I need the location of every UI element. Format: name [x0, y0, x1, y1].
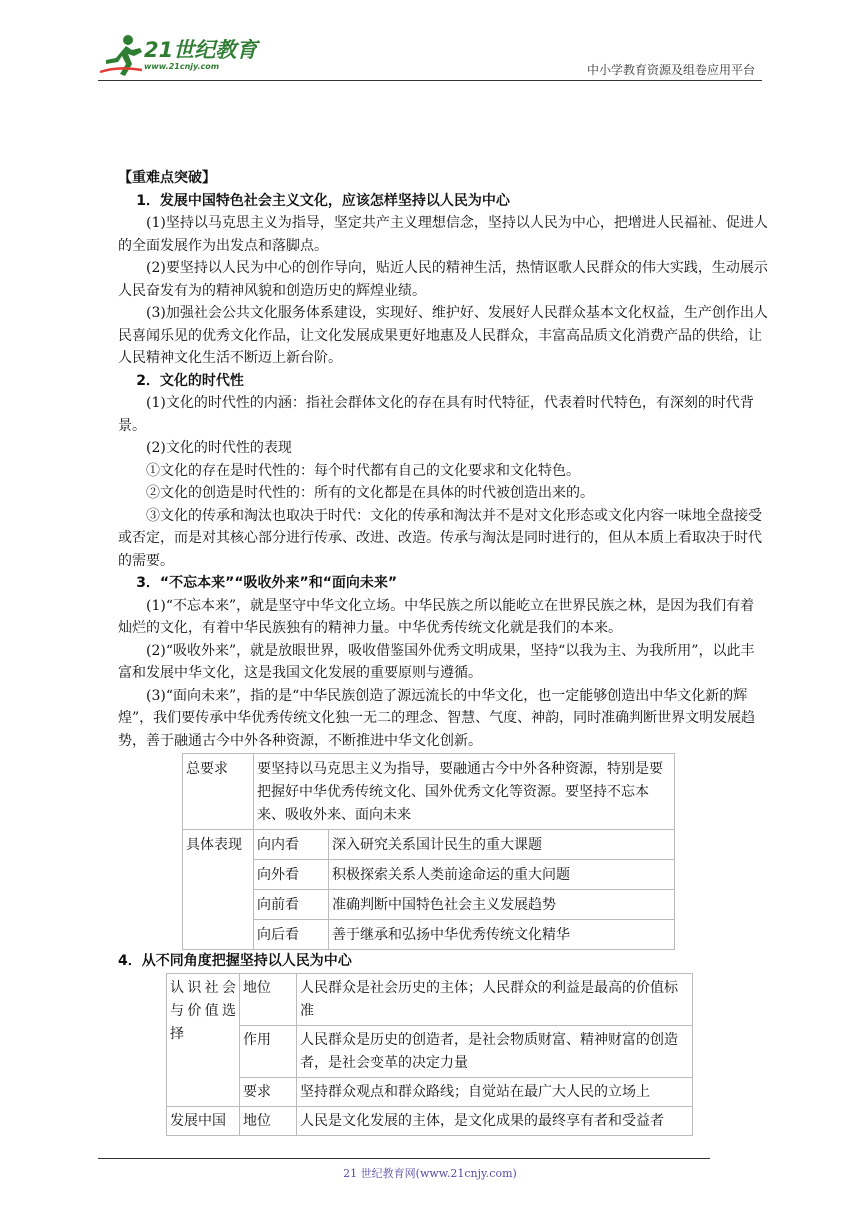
- paragraph: (2)文化的时代性的表现: [146, 440, 292, 456]
- table-cell: 向前看: [254, 890, 329, 920]
- section-title: 【重难点突破】: [118, 170, 216, 186]
- page-header: [0, 0, 860, 90]
- paragraph: (1)坚持以马克思主义为指导，坚定共产主义理想信念，坚持以人民为中心，把增进人民福祉、促进人的全面发展作为出发点和落脚点。: [118, 215, 768, 254]
- part3-title: 3．“不忘本来”“吸收外来”和“面向未来”: [136, 575, 398, 591]
- table-cell: 向外看: [254, 860, 329, 890]
- paragraph: (2)要坚持以人民为中心的创作导向，贴近人民的精神生活，热情讴歌人民群众的伟大实践，生动展示人民奋发有为的精神风貌和创造历史的辉煌业绩。: [118, 260, 768, 299]
- table-cell: 发展中国: [167, 1106, 240, 1135]
- table-cell: 向后看: [254, 920, 329, 950]
- part2-title: 2．文化的时代性: [136, 372, 244, 389]
- paragraph: ③文化的传承和淘汰也取决于时代：文化的传承和淘汰并不是对文化形态或文化内容一味地全盘接受或否定，而是对其核心部分进行传承、改进、改造。传承与淘汰是同时进行的，但从本质上看取决于时代的需要。: [118, 507, 762, 569]
- page-footer: 21 世纪教育网(www.21cnjy.com): [343, 1167, 517, 1180]
- document-body: [118, 167, 768, 1136]
- paragraph: (3)“面向未来”，指的是“中华民族创造了源远流长的中华文化，也一定能够创造出中华文化新的辉煌”，我们要传承中华优秀传统文化独一无二的理念、智慧、气度、神韵，同时准确判断世界文明发展趋势，善于融通古今中外各种资源，不断推进中华文化创新。: [118, 687, 756, 749]
- table-cell: 要坚持以马克思主义为指导，要融通古今中外各种资源，特别是要把握好中华优秀传统文化、国外优秀文化等资源。要坚持不忘本来、吸收外来、面向未来: [254, 754, 675, 830]
- table-cell: 要求: [240, 1077, 297, 1106]
- table-cell: 地位: [240, 973, 297, 1025]
- platform-name: 中小学教育资源及组卷应用平台: [586, 63, 755, 77]
- table-cell: 总要求: [183, 754, 254, 830]
- table-cell: 人民是文化发展的主体，是文化成果的最终享有者和受益者: [297, 1106, 693, 1135]
- table-cell: 积极探索关系人类前途命运的重大问题: [329, 860, 675, 890]
- table-cell: 向内看: [254, 830, 329, 860]
- table-cell: 作用: [240, 1025, 297, 1077]
- paragraph: ①文化的存在是时代性的：每个时代都有自己的文化要求和文化特色。: [146, 462, 580, 479]
- table-cell: 人民群众是历史的创造者，是社会物质财富、精神财富的创造者，是社会变革的决定力量: [297, 1025, 693, 1077]
- table-cell: 善于继承和弘扬中华优秀传统文化精华: [329, 920, 675, 950]
- table-cell: 深入研究关系国计民生的重大课题: [329, 830, 675, 860]
- table-cell: 人民群众是社会历史的主体；人民群众的利益是最高的价值标准: [297, 973, 693, 1025]
- logo-url: www.21cnjy.com: [144, 62, 220, 71]
- paragraph: (1)“不忘本来”，就是坚守中华文化立场。中华民族之所以能屹立在世界民族之林，是因为我们有着灿烂的文化，有着中华民族独有的精神力量。中华优秀传统文化就是我们的本来。: [118, 597, 755, 636]
- table-cell: 地位: [240, 1106, 297, 1135]
- logo: [98, 32, 268, 80]
- paragraph: (2)“吸收外来”，就是放眼世界，吸收借鉴国外优秀文明成果，坚持“以我为主、为我所用”，以此丰富和发展中华文化，这是我国文化发展的重要原则与遵循。: [118, 642, 755, 681]
- table-cell: 具体表现: [183, 830, 254, 950]
- part1-title: 1．发展中国特色社会主义文化，应该怎样坚持以人民为中心: [136, 192, 510, 209]
- logo-text: 21世纪教育: [144, 38, 258, 62]
- footer-divider: [98, 1158, 710, 1159]
- part4-title: 4．从不同角度把握坚持以人民为中心: [118, 953, 352, 969]
- table-cell: 坚持群众观点和群众路线；自觉站在最广大人民的立场上: [297, 1077, 693, 1106]
- paragraph: (3)加强社会公共文化服务体系建设，实现好、维护好、发展好人民群众基本文化权益，生产创作出人民喜闻乐见的优秀文化作品，让文化发展成果更好地惠及人民群众，丰富高品质文化消费产品的供给，让人民精神文化生活不断迈上新台阶。: [118, 305, 768, 366]
- paragraph: ②文化的创造是时代性的：所有的文化都是在具体的时代被创造出来的。: [146, 485, 594, 501]
- header-divider: [98, 80, 762, 81]
- table-people-centered: [166, 973, 693, 1136]
- table-cell: 准确判断中国特色社会主义发展趋势: [329, 890, 675, 920]
- paragraph: (1)文化的时代性的内涵：指社会群体文化的存在具有时代特征，代表着时代特色，有深刻的时代背景。: [118, 395, 754, 434]
- table-three-directions: [182, 753, 675, 950]
- table-cell: 认识社会与价值选择: [167, 973, 240, 1106]
- runner-logo-icon: [98, 32, 144, 78]
